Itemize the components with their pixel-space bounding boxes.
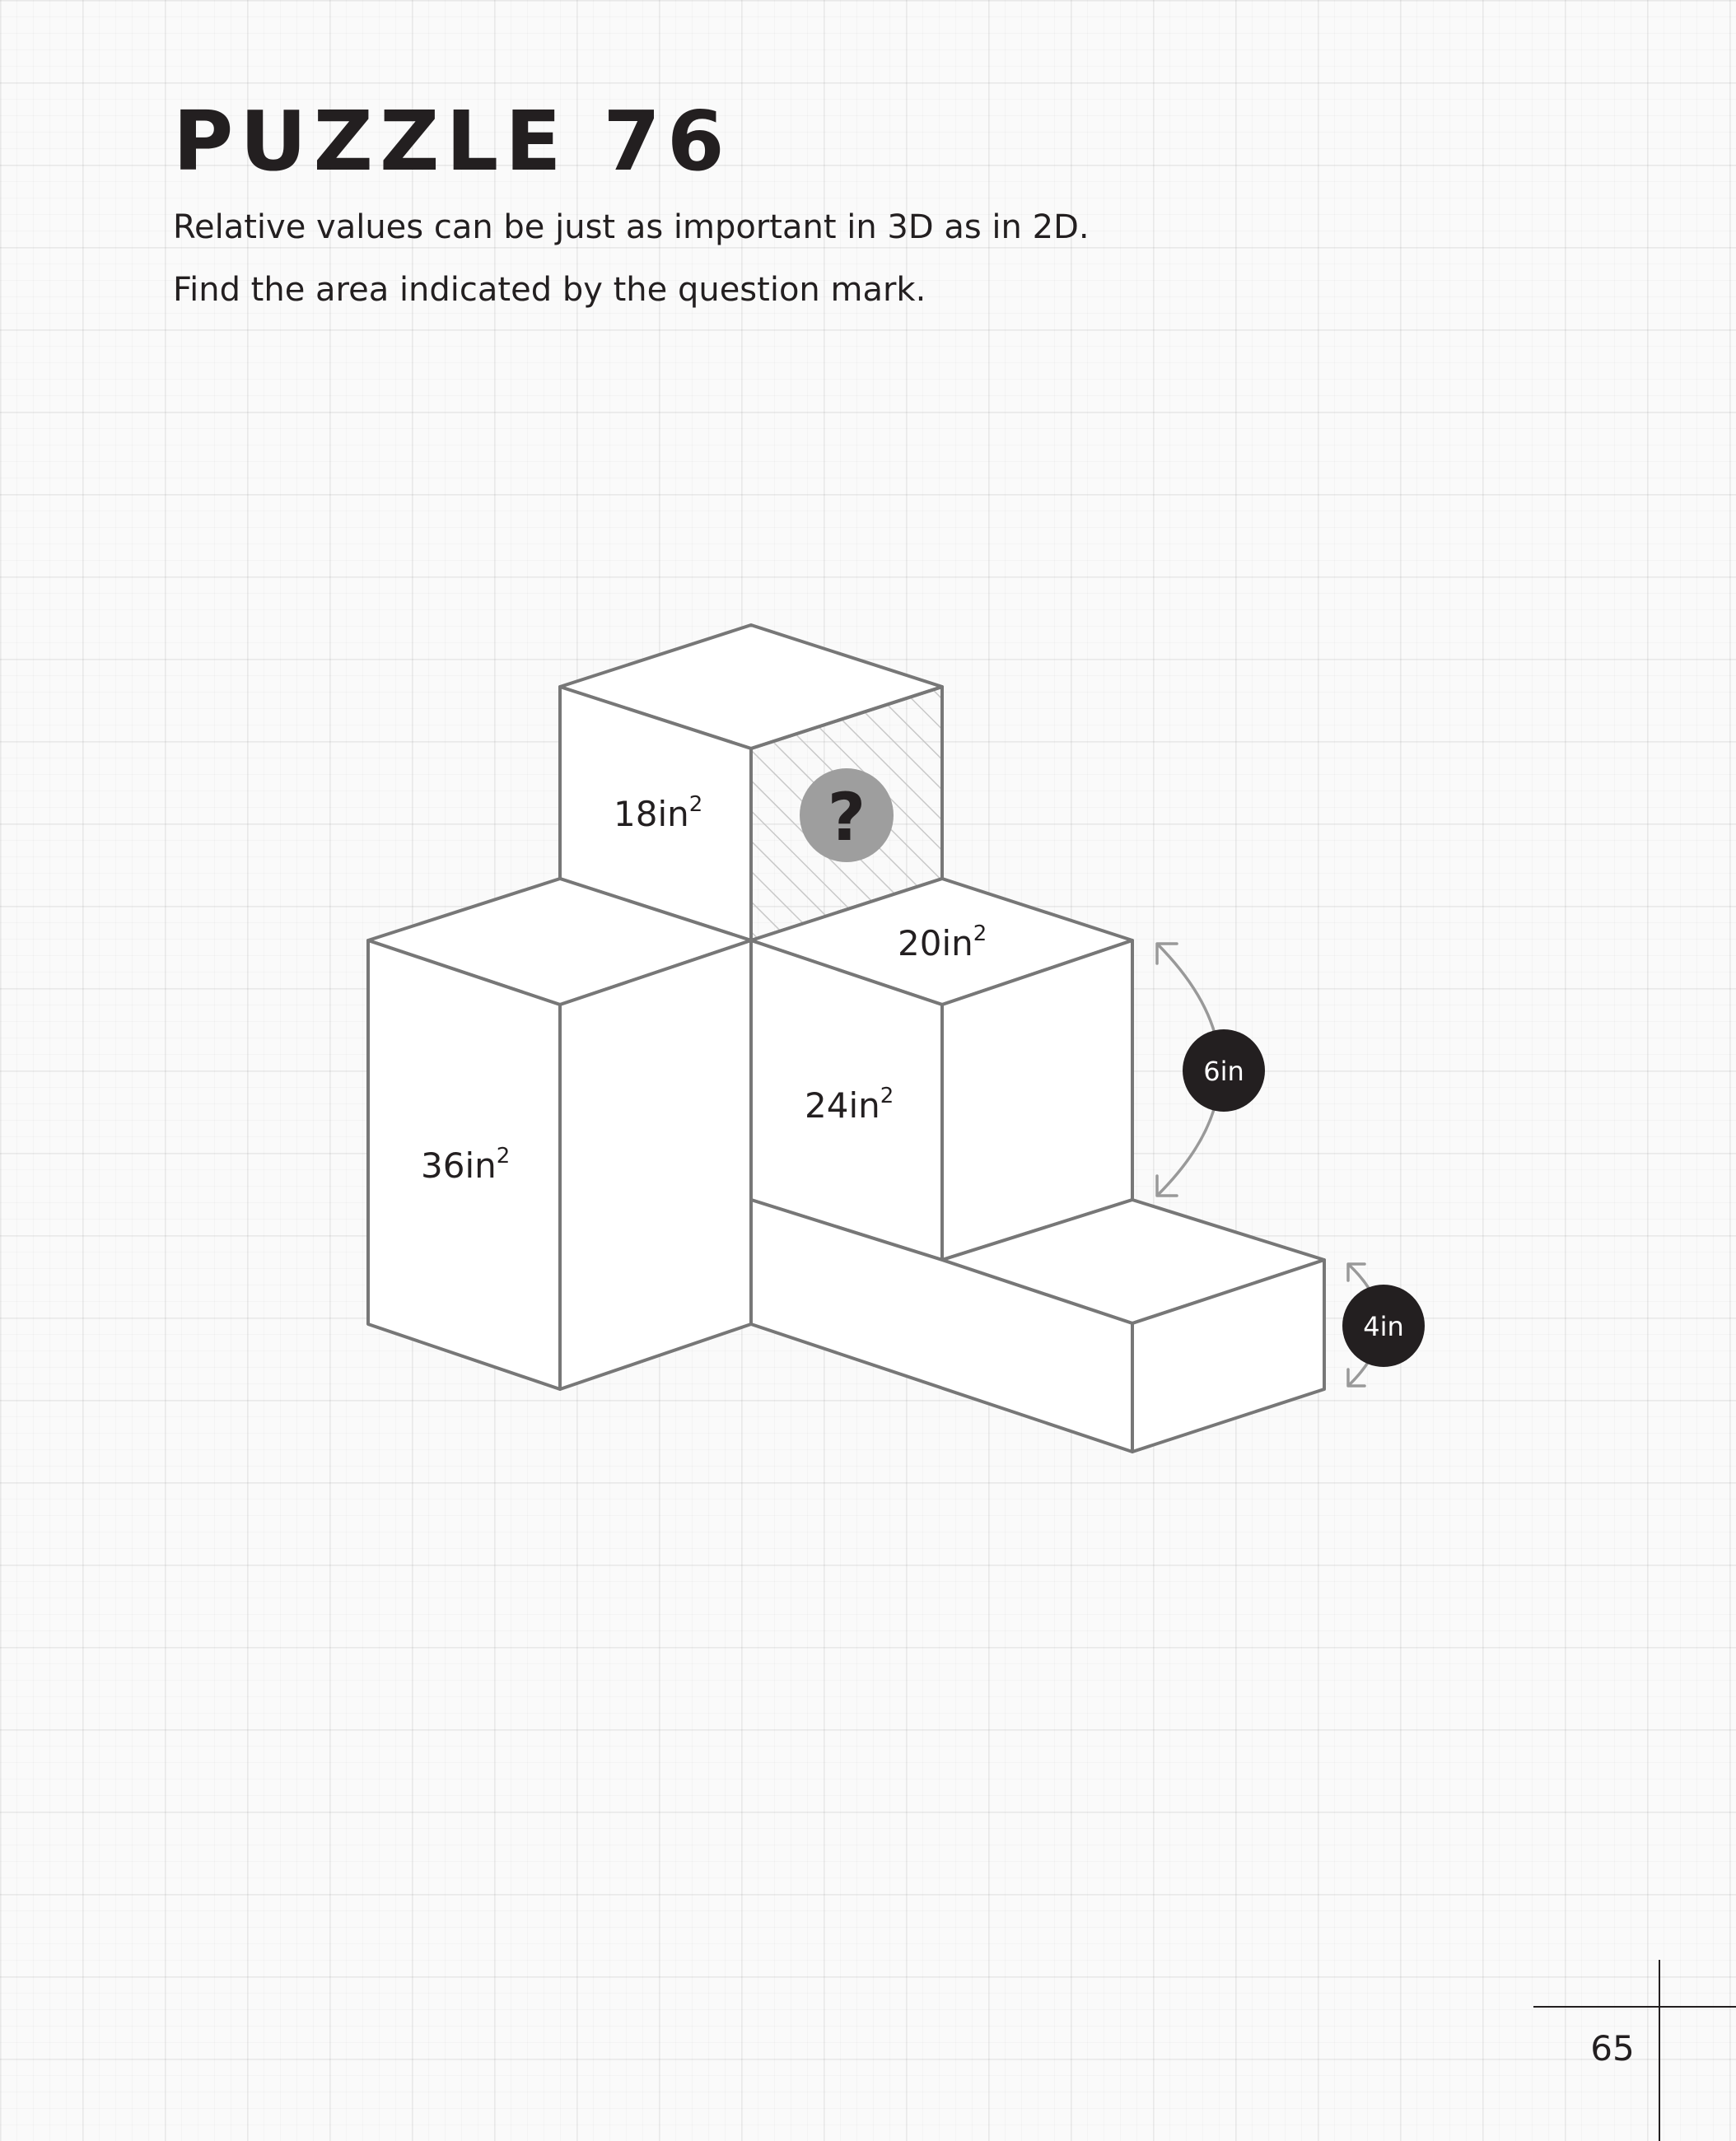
face-label-24-value: 24in	[805, 1085, 880, 1126]
intro-line-2: Find the area indicated by the question mark.	[173, 271, 926, 309]
left-block-right-face	[560, 940, 751, 1389]
face-label-18-exp: 2	[688, 792, 703, 817]
question-mark-icon: ?	[827, 779, 866, 856]
face-label-18-value: 18in	[614, 794, 689, 834]
puzzle-title: PUZZLE 76	[173, 93, 731, 189]
intro-line-1: Relative values can be just as important in 3D as in 2D.	[173, 208, 1090, 246]
face-label-20-value: 20in	[898, 923, 973, 963]
step-badge-label: 4in	[1363, 1311, 1404, 1342]
face-label-20-exp: 2	[973, 921, 987, 946]
face-label-36-value: 36in	[421, 1145, 497, 1186]
height-badge-label: 6in	[1203, 1056, 1244, 1087]
face-label-24-exp: 2	[880, 1084, 894, 1108]
page-number: 65	[1590, 2028, 1635, 2069]
face-label-36-exp: 2	[496, 1144, 511, 1168]
